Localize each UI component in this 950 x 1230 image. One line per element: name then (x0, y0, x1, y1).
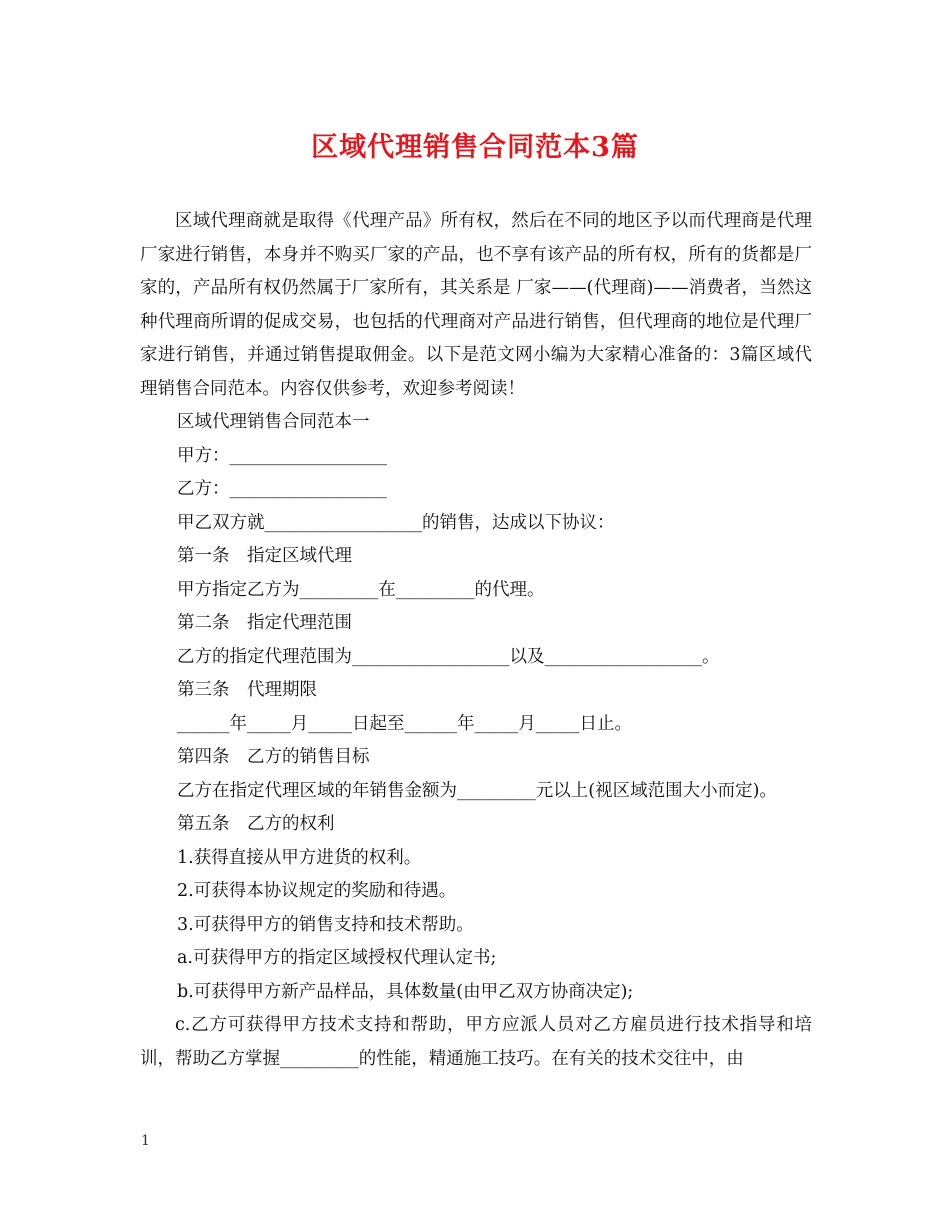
contract-line: 2.可获得本协议规定的奖励和待遇。 (177, 881, 457, 901)
contract-line: 乙方在指定代理区域的年销售金额为_________元以上(视区域范围大小而定)。 (177, 780, 777, 801)
closing-paragraph: c.乙方可获得甲方技术支持和帮助，甲方应派人员对乙方雇员进行技术指导和培训，帮助乙方掌握_________的性能，精通施工技巧。在有关的技术交往中，由 (140, 1015, 812, 1069)
contract-line: 甲方指定乙方为_________在_________的代理。 (177, 579, 545, 600)
contract-line: 第四条 乙方的销售目标 (177, 747, 370, 767)
contract-line: 乙方的指定代理范围为__________________以及__________________。 (177, 646, 720, 667)
contract-line: 甲方：__________________ (177, 445, 387, 466)
contract-lines (140, 406, 812, 1009)
document-body (140, 205, 812, 1076)
contract-line: 第一条 指定区域代理 (177, 546, 352, 566)
contract-line: 第三条 代理期限 (177, 680, 317, 700)
intro-paragraph: 区域代理商就是取得《代理产品》所有权，然后在不同的地区予以而代理商是代理厂家进行销售，本身并不购买厂家的产品，也不享有该产品的所有权，所有的货都是厂家的，产品所有权仍然属于厂家所有，其关系是 厂家——(代理商)——消费者，当然这种代理商所谓的促成交易，也包括的代理商对产品进行销售，但代理商的地位是代理厂家进行销售，并通过销售提取佣金。以下是范文网小编为大家精心准备的：3篇区域代理销售合同范本。内容仅供参考，欢迎参考阅读！ (140, 211, 812, 399)
contract-line: 第五条 乙方的权利 (177, 814, 335, 834)
contract-line: 第二条 指定代理范围 (177, 613, 352, 633)
contract-line: a.可获得甲方的指定区域授权代理认定书; (177, 948, 497, 968)
contract-line: 乙方：__________________ (177, 479, 387, 499)
document-title: 区域代理销售合同范本3篇 (311, 132, 639, 163)
page-number: 1 (141, 1133, 150, 1149)
contract-line: 1.获得直接从甲方进货的权利。 (177, 847, 422, 868)
contract-line: 区域代理销售合同范本一 (177, 412, 370, 432)
contract-line: b.可获得甲方新产品样品，具体数量(由甲乙双方协商决定); (177, 981, 634, 1002)
contract-line: ______年_____月_____日起至______年_____月_____日止。 (177, 713, 632, 734)
contract-line: 甲乙双方就__________________的销售，达成以下协议： (177, 512, 615, 533)
contract-line: 3.可获得甲方的销售支持和技术帮助。 (177, 914, 474, 935)
